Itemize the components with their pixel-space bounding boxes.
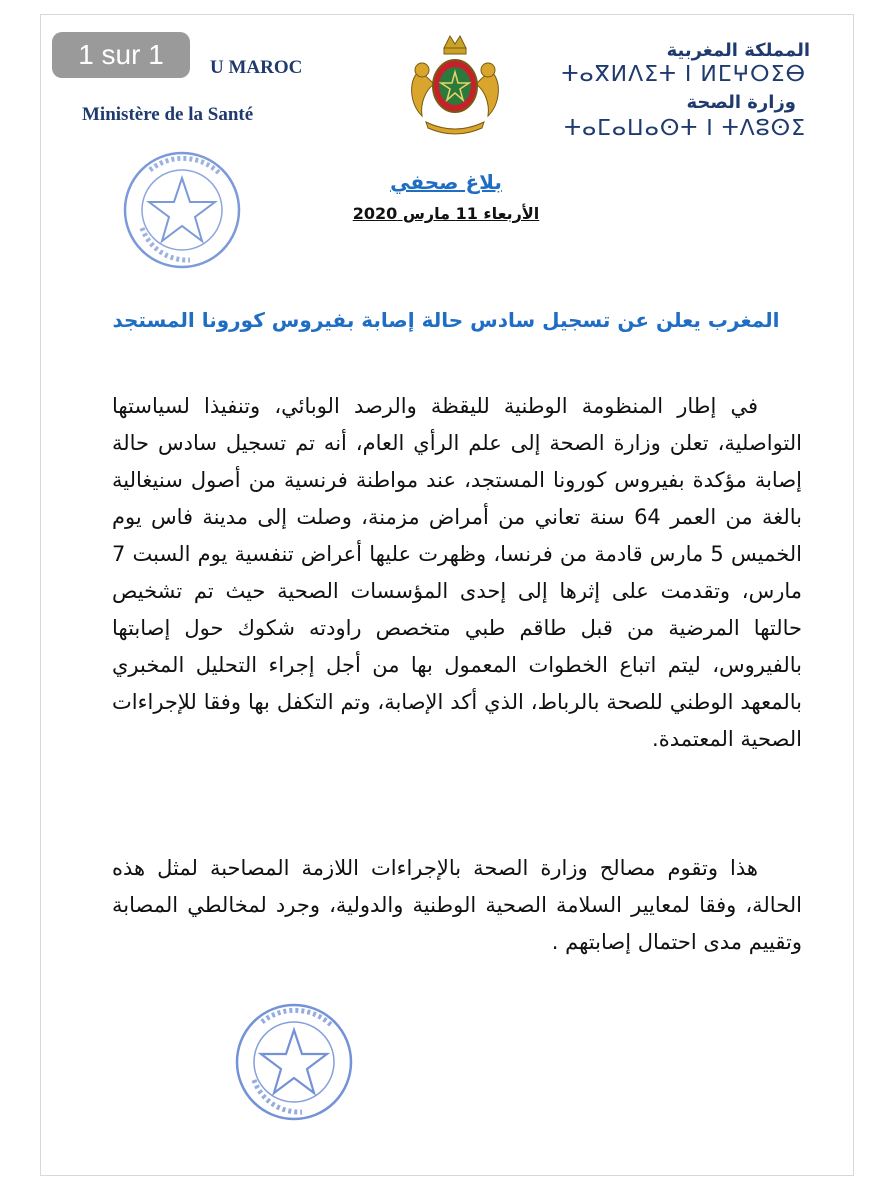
body-paragraph-1: في إطار المنظومة الوطنية لليقظة والرصد الوبائي، وتنفيذا لسياستها التواصلية، تعلن وزارة الصحة إلى علم الرأي العام، أنه تم تسجيل سادس حالة إصابة مؤكدة بفيروس كورونا المستجد، عند مواطنة فرنسية من أصول سنيغالية بالغة من العمر 64 سنة تعاني من أمراض مزمنة، وصلت إلى مدينة فاس يوم الخميس 5 مارس قادمة من فرنسا، وظهرت عليها أعراض تنفسية يوم السبت 7 مارس، وتقدمت على إثرها إلى إحدى المؤسسات الصحية حيث تم تشخيص حالتها المرضية من قبل طاقم طبي متخصص راودته شكوك حول إصابتها بالفيروس، ليتم اتباع الخطوات المعمول بها من أجل إجراء التحليل المخبري بالمعهد الوطني للصحة بالرباط، الذي أكد الإصابة، وتم التكفل بها وفقا للإجراءات الصحية المعتمدة. bbox=[112, 394, 802, 751]
header-ar-ministry: وزارة الصحة bbox=[686, 92, 796, 113]
press-release-type: بلاغ صحفي bbox=[390, 170, 502, 194]
header-tif-kingdom: ⵜⴰⴳⵍⴷⵉⵜ ⵏ ⵍⵎⵖⵔⵉⴱ bbox=[561, 62, 806, 87]
moroccan-coat-of-arms-icon bbox=[400, 32, 510, 142]
press-headline: المغرب يعلن عن تسجيل سادس حالة إصابة بفيروس كورونا المستجد bbox=[112, 308, 780, 332]
header-fr-ministry: Ministère de la Santé bbox=[82, 104, 254, 125]
press-release-date: الأربعاء 11 مارس 2020 bbox=[352, 204, 540, 223]
press-body bbox=[112, 388, 802, 758]
header-tif-ministry: ⵜⴰⵎⴰⵡⴰⵙⵜ ⵏ ⵜⴷⵓⵙⵉ bbox=[564, 116, 806, 141]
press-body-2 bbox=[112, 850, 802, 961]
page-indicator[interactable]: 1 sur 1 bbox=[52, 32, 190, 78]
ministry-stamp-bottom-icon bbox=[232, 1000, 357, 1125]
header-ar-kingdom: المملكة المغربية bbox=[666, 40, 810, 61]
header-fr-kingdom: U MAROC bbox=[210, 57, 303, 78]
body-paragraph-2: هذا وتقوم مصالح وزارة الصحة بالإجراءات اللازمة المصاحبة لمثل هذه الحالة، وفقا لمعايير السلامة الصحية الوطنية والدولية، وجرد لمخالطي المصابة وتقييم مدى احتمال إصابتهم . bbox=[112, 856, 802, 954]
